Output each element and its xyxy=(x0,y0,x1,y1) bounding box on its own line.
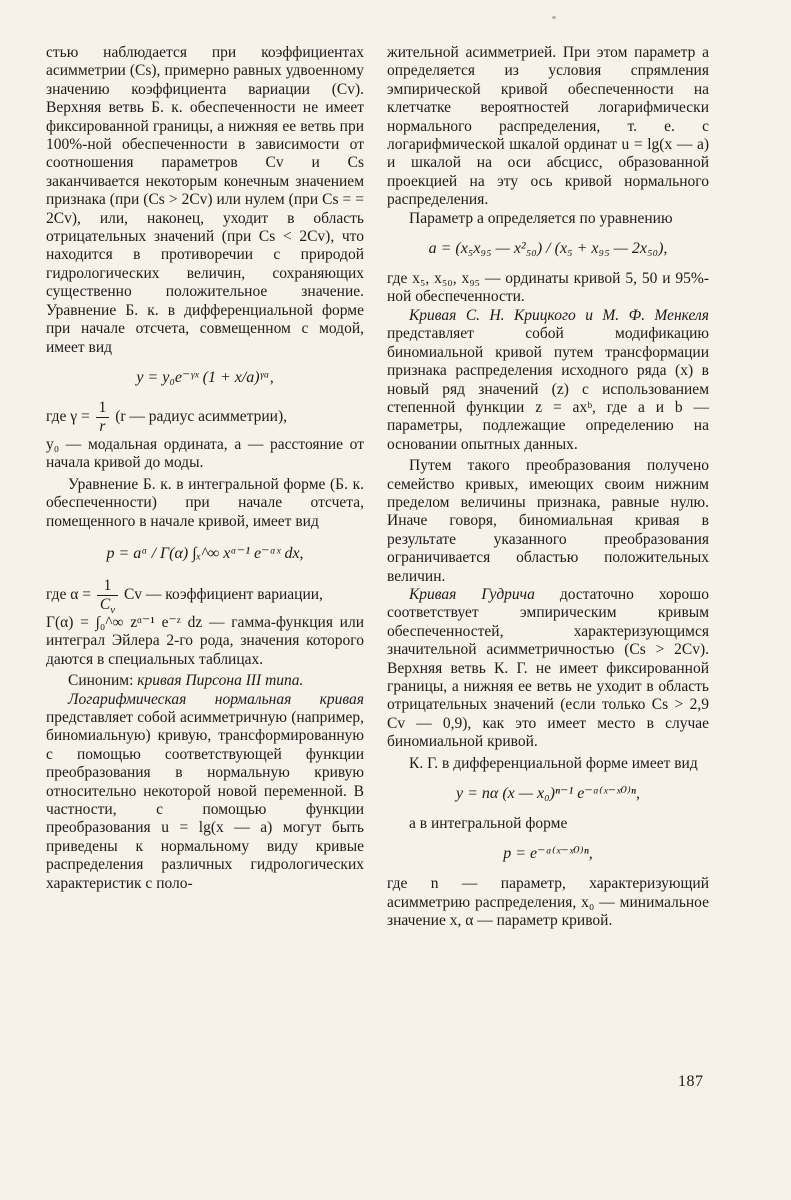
left-paragraph-2: y₀ — модальная ордината, a — расстояние от начала кривой до моды. xyxy=(46,435,364,472)
left-alpha-definition xyxy=(46,576,364,617)
synonym-term: кривая Пирсона III типа. xyxy=(137,672,304,690)
right-formula-parameter-a: a = (x₅x₉₅ — x²₅₀) / (x₅ + x₉₅ — 2x₅₀), xyxy=(428,240,668,258)
goodrich-text: достаточно хорошо соответствует эмпирическим кривым обеспеченностей, характеризующимся значительной асимметричностью (Cs > 2Cv). Верхняя ветвь К. Г. не имеет фиксированной границы, а нижняя ее ветвь не уходит в область отрицательных значений (если только Cs > 2,9 Cv — 0,9), как это имеет место в случае биномиальной кривой. xyxy=(387,585,709,751)
right-formula-differential: y = nα (x — x₀)ⁿ⁻¹ e⁻ᵅ⁽ˣ⁻ˣ⁰⁾ⁿ, xyxy=(456,785,640,803)
left-column xyxy=(46,44,364,893)
right-paragraph-kritsky xyxy=(387,307,709,454)
right-paragraph-2: Параметр a определяется по уравнению xyxy=(409,209,673,227)
left-paragraph-3: Уравнение Б. к. в интегральной форме (Б. к. обеспеченности) при начале отсчета, помещенного в начале кривой, имеет вид xyxy=(46,475,364,530)
right-paragraph-5: Путем такого преобразования получено семейство кривых, имеющих своим нижним пределом величины признака, равные нулю. Иначе говоря, биномиальная кривая в результате указанного преобразования ограничивается областью положительных величин. xyxy=(387,457,709,585)
alpha-fraction: $\frac{1}{C_v}$ xyxy=(97,577,118,614)
right-paragraph-1: жительной асимметрией. При этом параметр a определяется из условия спрямления эмпирической кривой обеспеченности на клетчатке вероятностей логарифмически нормального распределения, т. е. с логарифмической шкалой ординат u = lg(x — a) и шкалой на оси абсцисс, образованной проекцией на эту ось кривой нормального распределения. xyxy=(387,44,709,209)
right-paragraph-7: К. Г. в дифференциальной форме имеет вид xyxy=(409,754,698,772)
right-paragraph-3: где x₅, x₅₀, x₉₅ — ординаты кривой 5, 50 и 95%-ной обеспеченности. xyxy=(387,270,709,306)
alpha-description: Cv — коэффициент вариации, xyxy=(123,586,323,603)
left-formula-integral: p = aᵅ / Γ(α) ∫ₓ^∞ xᵅ⁻¹ e⁻ᵅˣ dx, xyxy=(106,544,304,562)
left-paragraph-1: стью наблюдается при коэффициентах асимметрии (Cs), примерно равных удвоенному значению коэффициента вариации (Cv). Верхняя ветвь Б. к. обеспеченности не имеет фиксированной границы, а нижняя ее ветвь при 100%-ной обеспеченности в зависимости от соотношения параметров Cv и Cs заканчивается некоторым конечным значением признака (при (Cs > 2Cv) или нулем (при Cs = = 2Cv), или, наконец, уходит в область отрицательных значений (при Cs < 2Cv), что находится в противоречии с природой гидрологических величин, сохраняющих существенно положительное значение. Уравнение Б. к. в дифференциальной форме при начале отсчета, совмещенном с модой, имеет вид xyxy=(46,44,364,356)
left-paragraph-lognormal xyxy=(46,691,364,893)
alpha-label: где α = xyxy=(46,586,91,603)
gamma-fraction: $\frac{1}{r}$ xyxy=(96,399,110,436)
page-number: 187 xyxy=(678,1073,704,1090)
right-paragraph-goodrich xyxy=(387,586,709,752)
gamma-description: (r — радиус асимметрии), xyxy=(115,407,287,425)
left-gamma-definition xyxy=(46,399,364,436)
synonym-label: Синоним: xyxy=(68,672,134,690)
left-gamma-function: Γ(α) = ∫₀^∞ zᵅ⁻¹ e⁻ᶻ dz — гамма-функция или интеграл Эйлера 2-го рода, значения которого даются в специальных таблицах. xyxy=(46,613,364,668)
lognormal-term: Логарифмическая нормальная кривая xyxy=(68,690,364,708)
print-speck xyxy=(552,16,556,19)
lognormal-text: представляет собой асимметричную (например, биномиальную) кривую, трансформированную с помощью соответствующей функции преобразования в нормальную кривую относительно некоторой новой переменной. В частности, с помощью функции преобразования u = lg(x — a) могут быть приведены к нормальному виду кривые распределения различных гидрологических характеристик с поло- xyxy=(46,708,364,892)
kritsky-term: Кривая С. Н. Крицкого и М. Ф. Менкеля xyxy=(409,306,709,324)
left-synonym xyxy=(46,672,364,690)
right-paragraph-9: где n — параметр, характеризующий асимметрию распределения, x₀ — минимальное значение x, α — параметр кривой. xyxy=(387,875,709,930)
right-formula-integral: p = e⁻ᵅ⁽ˣ⁻ˣ⁰⁾ⁿ, xyxy=(503,845,593,863)
kritsky-text: представляет собой модификацию биномиальной кривой путем трансформации признака распределения исходного ряда (x) в новый ряд значений (z) с использованием степенной функции z = axᵇ, где a и b — параметры, подлежащие определению на основании опытных данных. xyxy=(387,325,709,453)
goodrich-term: Кривая Гудрича xyxy=(409,585,535,603)
right-paragraph-8: а в интегральной форме xyxy=(409,815,568,833)
right-column xyxy=(387,44,709,931)
left-formula-differential: y = y₀e⁻ᵞˣ (1 + x/a)ᵞᵃ, xyxy=(136,368,274,386)
gamma-label: где γ = xyxy=(46,407,90,425)
